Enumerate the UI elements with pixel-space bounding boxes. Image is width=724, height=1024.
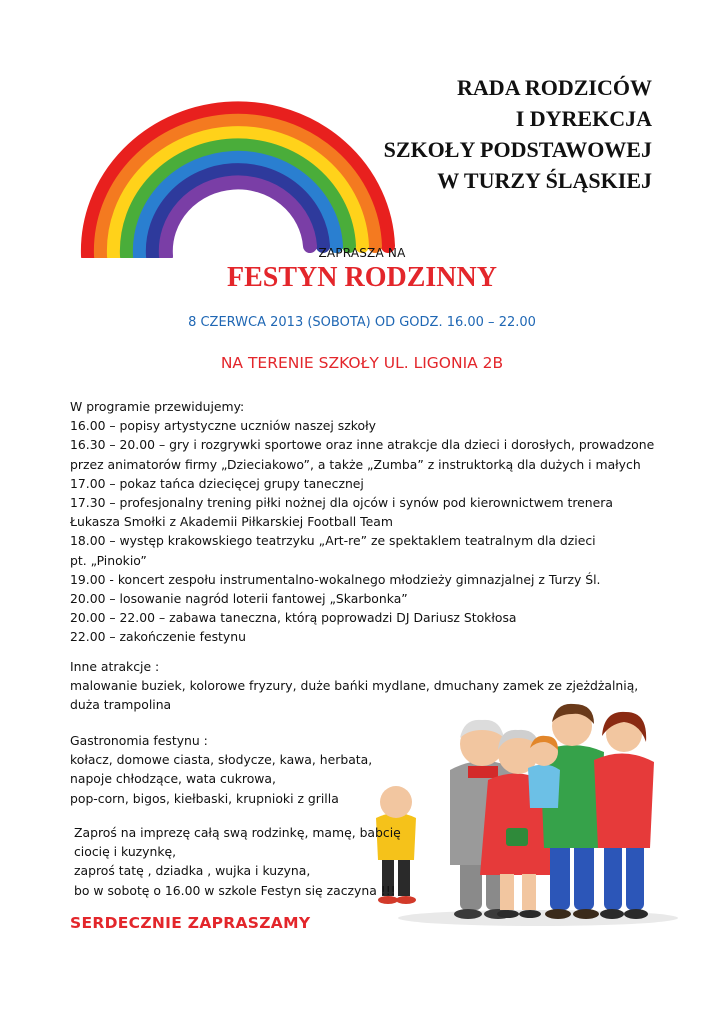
rainbow-illustration [78,88,398,258]
other-attractions-item: duża trampolina [70,697,172,713]
program-item: 16.00 – popisy artystyczne uczniów naszej szkoły [70,418,376,434]
header-line: W TURZY ŚLĄSKIEJ [437,168,652,193]
program-item: 20.00 – losowanie nagród loterii fantowej „Skarbonka” [70,591,408,607]
header-line: RADA RODZICÓW [457,75,652,100]
rainbow-arc [166,182,310,256]
closing-line: Zaproś na imprezę całą swą rodzinkę, mamę, babcię [74,825,401,840]
program-item: 20.00 – 22.00 – zabawa taneczna, którą poprowadzi DJ Dariusz Stokłosa [70,610,517,626]
program-item: pt. „Pinokio” [70,552,147,568]
other-attractions-item: malowanie buziek, kolorowe fryzury, duże bańki mydlane, dmuchany zamek ze zjeżdżalnią, [70,678,639,694]
closing-line: bo w sobotę o 16.00 w szkole Festyn się zaczyna !!! [74,882,396,898]
program-item: 17.30 – profesjonalny trening piłki nożnej dla ojców i synów pod kierownictwem trenera [70,495,613,511]
other-attractions-heading: Inne atrakcje : [70,659,160,674]
closing-verse [74,823,401,900]
event-title: FESTYN RODZINNY [227,262,497,293]
final-invitation: SERDECZNIE ZAPRASZAMY [70,914,311,932]
child-figure [528,736,560,808]
gastronomy-item: kołacz, domowe ciasta, słodycze, kawa, herbata, [70,752,373,768]
mother-figure [594,712,654,919]
invites-text: ZAPRASZA NA [318,246,406,260]
program-item: 17.00 – pokaz tańca dziecięcej grupy tanecznej [70,475,364,491]
father-figure [540,704,604,919]
program-item: 16.30 – 20.00 – gry i rozgrywki sportowe oraz inne atrakcje dla dzieci i dorosłych, prowadzone [70,437,655,453]
program-heading: W programie przewidujemy: [70,399,245,414]
gastronomy-item: napoje chłodzące, wata cukrowa, [70,771,276,787]
program-item: przez animatorów firmy „Dzieciakowo”, a także „Zumba” z instruktorką dla dużych i małych [70,456,641,472]
family-illustration [368,690,678,930]
closing-line: zaproś tatę , dziadka , wujka i kuzyna, [74,863,311,879]
header-line: SZKOŁY PODSTAWOWEJ [383,137,652,162]
program-item: Łukasza Smołki z Akademii Piłkarskiej Football Team [70,514,393,530]
header-organizer [384,72,652,196]
event-location: NA TERENIE SZKOŁY UL. LIGONIA 2B [220,354,504,372]
gastronomy-heading: Gastronomia festynu : [70,733,208,748]
program-section [70,397,654,647]
header-line: I DYREKCJA [515,106,652,131]
program-item: 22.00 – zakończenie festynu [70,629,246,645]
gastronomy-item: pop-corn, bigos, kiełbaski, krupnioki z grilla [70,790,339,806]
program-item: 19.00 - koncert zespołu instrumentalno-wokalnego młodzieży gimnazjalnej z Turzy Śl. [70,571,601,587]
event-date: 8 CZERWCA 2013 (SOBOTA) OD GODZ. 16.00 – 22.00 [188,315,536,330]
gastronomy-section [70,731,372,808]
program-item: 18.00 – występ krakowskiego teatrzyku „Art-re” ze spektaklem teatralnym dla dzieci [70,533,596,549]
closing-line: ciocię i kuzynkę, [74,844,177,860]
